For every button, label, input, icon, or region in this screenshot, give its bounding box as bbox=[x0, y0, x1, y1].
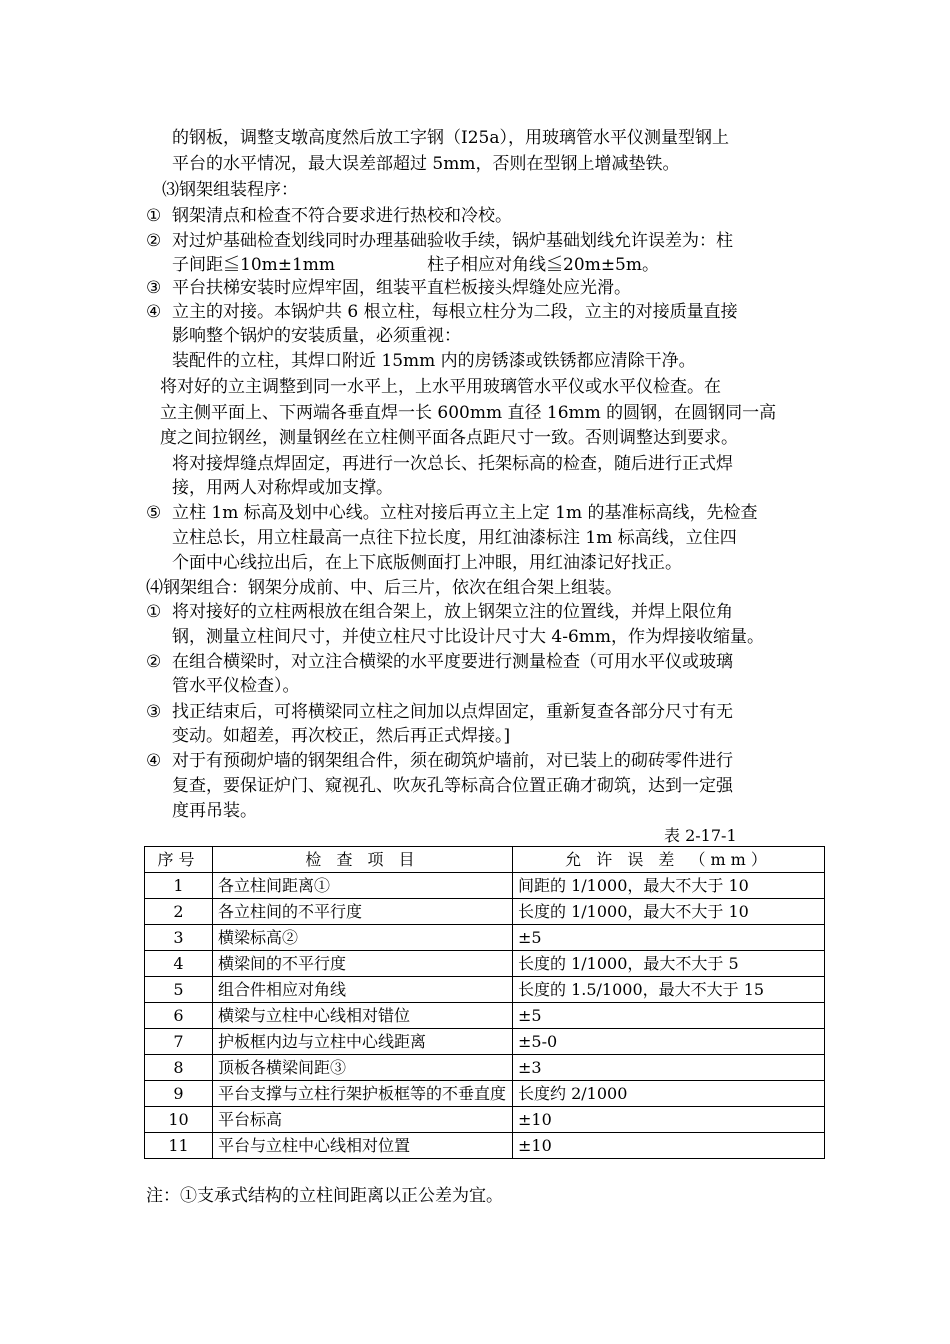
section-heading: ⑷钢架组合：钢架分成前、中、后三片，依次在组合架上组装。 bbox=[146, 578, 622, 598]
header-index: 序号 bbox=[145, 847, 213, 873]
header-item: 检 查 项 目 bbox=[213, 847, 513, 873]
text-segment: 子间距≦10m±1mm bbox=[172, 255, 336, 275]
row-index: 9 bbox=[145, 1081, 213, 1107]
table-row bbox=[145, 1055, 825, 1081]
row-tolerance: ±10 bbox=[513, 1107, 825, 1133]
row-index: 1 bbox=[145, 873, 213, 899]
text-line: 平台的水平情况，最大误差部超过 5mm，否则在型钢上增减垫铁。 bbox=[172, 154, 680, 174]
row-index: 2 bbox=[145, 899, 213, 925]
text-line: 立主侧平面上、下两端各垂直焊一长 600mm 直径 16mm 的圆钢，在圆钢同一高 bbox=[160, 403, 777, 423]
table-row bbox=[145, 873, 825, 899]
text-line: 个面中心线拉出后，在上下底版侧面打上冲眼，用红油漆记好找正。 bbox=[172, 553, 682, 573]
table-row bbox=[145, 1107, 825, 1133]
tolerance-table bbox=[144, 846, 825, 1159]
row-item: 顶板各横梁间距③ bbox=[213, 1055, 513, 1081]
row-item: 平台支撑与立柱行架护板框等的不垂直度 bbox=[213, 1081, 513, 1107]
table-note: 注：①支承式结构的立柱间距离以正公差为宜。 bbox=[146, 1186, 503, 1206]
list-marker: ② bbox=[146, 652, 162, 672]
row-index: 7 bbox=[145, 1029, 213, 1055]
text-line: 的钢板，调整支墩高度然后放工字钢（I25a），用玻璃管水平仪测量型钢上 bbox=[172, 128, 729, 148]
row-item: 各立柱间距离① bbox=[213, 873, 513, 899]
text-line: 钢，测量立柱间尺寸，并使立柱尺寸比设计尺寸大 4-6mm，作为焊接收缩量。 bbox=[172, 627, 765, 647]
text-line: 度之间拉钢丝，测量钢丝在立柱侧平面各点距尺寸一致。否则调整达到要求。 bbox=[160, 428, 738, 448]
row-item: 横梁与立柱中心线相对错位 bbox=[213, 1003, 513, 1029]
text-line: 接，用两人对称焊或加支撑。 bbox=[172, 478, 393, 498]
row-index: 5 bbox=[145, 977, 213, 1003]
list-marker: ① bbox=[146, 602, 162, 622]
row-tolerance: 长度的 1.5/1000，最大不大于 15 bbox=[513, 977, 825, 1003]
text-line: 将对好的立主调整到同一水平上，上水平用玻璃管水平仪或水平仪检查。在 bbox=[160, 377, 721, 397]
table-row bbox=[145, 977, 825, 1003]
table-row bbox=[145, 1081, 825, 1107]
text-line: 立主的对接。本锅炉共 6 根立柱，每根立柱分为二段，立主的对接质量直接 bbox=[172, 302, 738, 322]
text-line: 管水平仪检查）。 bbox=[172, 676, 300, 696]
row-item: 平台与立柱中心线相对位置 bbox=[213, 1133, 513, 1159]
table-row bbox=[145, 1133, 825, 1159]
text-line: 钢架清点和检查不符合要求进行热校和冷校。 bbox=[172, 206, 512, 226]
text-line: 变动。如超差，再次校正，然后再正式焊接。] bbox=[172, 726, 511, 746]
row-index: 4 bbox=[145, 951, 213, 977]
row-tolerance: ±3 bbox=[513, 1055, 825, 1081]
row-index: 3 bbox=[145, 925, 213, 951]
row-item: 横梁标高② bbox=[213, 925, 513, 951]
text-line: 将对接焊缝点焊固定，再进行一次总长、托架标高的检查，随后进行正式焊 bbox=[172, 454, 733, 474]
table-row bbox=[145, 899, 825, 925]
row-index: 8 bbox=[145, 1055, 213, 1081]
text-line bbox=[172, 254, 659, 276]
row-tolerance: 长度的 1/1000，最大不大于 10 bbox=[513, 899, 825, 925]
list-marker: ① bbox=[146, 206, 162, 226]
row-tolerance: 间距的 1/1000，最大不大于 10 bbox=[513, 873, 825, 899]
list-marker: ④ bbox=[146, 751, 162, 771]
row-item: 护板框内边与立柱中心线距离 bbox=[213, 1029, 513, 1055]
list-marker: ③ bbox=[146, 702, 162, 722]
table-row bbox=[145, 1003, 825, 1029]
list-marker: ③ bbox=[146, 278, 162, 298]
row-item: 平台标高 bbox=[213, 1107, 513, 1133]
row-tolerance: ±5 bbox=[513, 1003, 825, 1029]
list-marker: ④ bbox=[146, 302, 162, 322]
list-marker: ⑤ bbox=[146, 503, 162, 523]
table-row bbox=[145, 951, 825, 977]
table-row bbox=[145, 925, 825, 951]
row-item: 组合件相应对角线 bbox=[213, 977, 513, 1003]
text-line: 找正结束后，可将横梁同立柱之间加以点焊固定，重新复查各部分尺寸有无 bbox=[172, 702, 733, 722]
text-line: 将对接好的立柱两根放在组合架上，放上钢架立注的位置线，并焊上限位角 bbox=[172, 602, 733, 622]
row-tolerance: 长度约 2/1000 bbox=[513, 1081, 825, 1107]
header-tolerance: 允 许 误 差 （mm） bbox=[513, 847, 825, 873]
text-line: 装配件的立柱，其焊口附近 15mm 内的房锈漆或铁锈都应清除干净。 bbox=[172, 351, 696, 371]
text-line: 立柱 1m 标高及划中心线。立柱对接后再立主上定 1m 的基准标高线，先检查 bbox=[172, 503, 758, 523]
list-marker: ② bbox=[146, 231, 162, 251]
row-item: 各立柱间的不平行度 bbox=[213, 899, 513, 925]
row-tolerance: 长度的 1/1000，最大不大于 5 bbox=[513, 951, 825, 977]
row-tolerance: ±10 bbox=[513, 1133, 825, 1159]
text-line: 复查，要保证炉门、窥视孔、吹灰孔等标高合位置正确才砌筑，达到一定强 bbox=[172, 776, 733, 796]
table-header-row bbox=[145, 847, 825, 873]
text-line: 立柱总长，用立柱最高一点往下拉长度，用红油漆标注 1m 标高线，立住四 bbox=[172, 528, 737, 548]
table-row bbox=[145, 1029, 825, 1055]
row-index: 11 bbox=[145, 1133, 213, 1159]
row-item: 横梁间的不平行度 bbox=[213, 951, 513, 977]
row-index: 10 bbox=[145, 1107, 213, 1133]
text-line: 影响整个锅炉的安装质量，必须重视： bbox=[172, 326, 461, 346]
section-heading: ⑶钢架组装程序： bbox=[162, 180, 298, 200]
row-tolerance: ±5 bbox=[513, 925, 825, 951]
text-line: 对过炉基础检查划线同时办理基础验收手续，锅炉基础划线允许误差为：柱 bbox=[172, 231, 733, 251]
text-line: 平台扶梯安装时应焊牢固，组装平直栏板接头焊缝处应光滑。 bbox=[172, 278, 631, 298]
table-caption: 表 2-17-1 bbox=[664, 826, 737, 845]
row-tolerance: ±5-0 bbox=[513, 1029, 825, 1055]
text-line: 对于有预砌炉墙的钢架组合件，须在砌筑炉墙前，对已装上的砌砖零件进行 bbox=[172, 751, 733, 771]
text-segment: 柱子相应对角线≦20m±5m。 bbox=[427, 255, 659, 275]
text-line: 度再吊装。 bbox=[172, 801, 257, 821]
row-index: 6 bbox=[145, 1003, 213, 1029]
text-line: 在组合横梁时，对立注合横梁的水平度要进行测量检查（可用水平仪或玻璃 bbox=[172, 652, 733, 672]
